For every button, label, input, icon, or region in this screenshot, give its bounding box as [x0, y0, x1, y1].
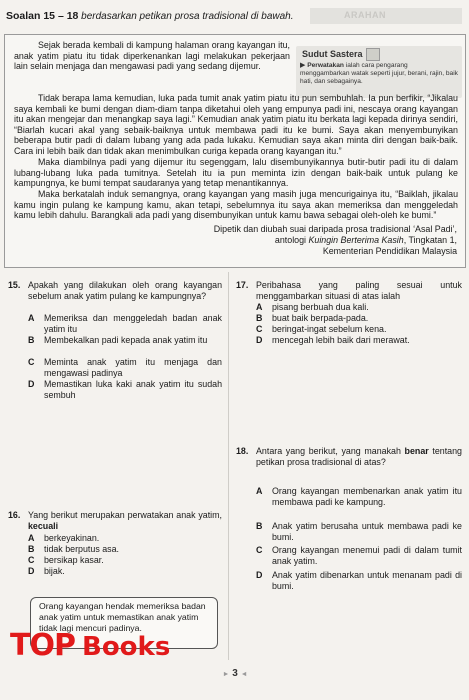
passage-source: Dipetik dan diubah suai daripada prosa tradisional ‘Asal Padi’, antologi Kuingin Berterima Kasih, Tingkatan 1, Kementerian Pendidikan Malaysia — [213, 224, 457, 256]
section-header — [6, 6, 306, 26]
header-instruction: berdasarkan petikan prosa tradisional di bawah. — [78, 11, 294, 22]
passage-paragraph-3: Maka diambilnya padi yang dijemur itu segenggam, lalu disembunyikannya butir-butir padi itu di dalam lubang-lubang luka pada tumitnya. Setelah itu ia pun meminta izin dengan baik-baik untuk pulang ke kampungnya, ke bumi tempat saudaranya yang tetap menantikannya. — [14, 157, 458, 189]
arrow-left-icon: ◄ — [240, 671, 248, 678]
header-tab — [310, 8, 462, 24]
answer-note-text: Orang kayangan hendak memeriksa badan anak yatim untuk memastikan anak yatim tidak lagi mencuri padinya. — [39, 601, 206, 633]
question-17: 17. Peribahasa yang paling sesuai untuk menggambarkan situasi di atas ialah A pisang berbuah dua kali. B buat baik berpada-pada. C beringat-ingat sebelum kena. D mencegah lebih baik dari merawat. — [236, 280, 462, 345]
sudut-sastera-box — [296, 46, 462, 98]
question-18: 18. Antara yang berikut, yang manakah benar tentang petikan prosa tradisional di atas? A Orang kayangan membenarkan anak yatim itu membawa padi ke kampung. B Anak yatim berusaha untuk membawa padi ke bumi. C Orang kayangan menemui padi di dalam tumit anak yatim. D Anak yatim dibenarkan untuk menanam padi di bumi. — [236, 446, 462, 591]
arrow-right-icon: ► — [222, 671, 230, 678]
passage-paragraph-1: Sejak berada kembali di kampung halaman orang kayangan itu, anak yatim piatu itu tidak diperkenankan lagi melakukan pekerjaan lain selain menjaga dan mengawasi padi yang sedang dijemur. — [14, 40, 290, 72]
question-16: 16. Yang berikut merupakan perwatakan anak yatim, kecuali A berkeyakinan. B tidak berputus asa. C bersikap kasar. D bijak. — [8, 510, 222, 576]
passage-paragraph-2: Tidak berapa lama kemudian, luka pada tumit anak yatim piatu itu pun sembuhlah. Ia pun berfikir, “Jikalau saya kembali ke bumi dengan diam-diam tanpa diketahui oleh yang empunya padi ini, nescaya orang kayangan itu akan mengejar dan menangkap saya lagi.” Kemudian anak yatim piatu itu berkata lagi kepada dirinya sendiri, “Biarlah kucari akal yang sebaik-baiknya untuk membawa padi itu ke bumi. Saya akan menyembunyikan beberapa butir padi di dalam lubang yang ada pada lukaku. Kemudian saya akan minta diri dengan baik-baik. Cara ini lebih baik dan tidak akan menimbulkan curiga kepada orang kayangan itu.” — [14, 93, 458, 156]
column-divider — [228, 272, 229, 660]
header-label: Soalan 15 – 18 — [6, 10, 79, 22]
page-number: ► 3 ◄ — [222, 668, 248, 679]
topbooks-logo: TOP Books — [10, 628, 171, 663]
book-icon — [366, 48, 380, 61]
passage-paragraph-4: Maka berkatalah induk semangnya, orang kayangan yang masih juga mencurigainya itu, “Baiklah, jikalau kamu ingin pulang ke kampung kamu, akan tetapi, sebelumnya itu saya akan memeriksa dan menggeledah kamu lebih dahulu. Barangkali ada padi yang disembunyikan untuk kamu bawa sebagai oleh-oleh ke bumi.” — [14, 189, 458, 221]
question-15: 15. Apakah yang dilakukan oleh orang kayangan sebelum anak yatim pulang ke kampungnya? A Memeriksa dan menggeledah badan anak yatim itu B Membekalkan padi kepada anak yatim itu C Meminta anak yatim itu menjaga dan mengawasi padinya D Memastikan luka kaki anak yatim itu sudah sembuh — [8, 280, 222, 400]
triangle-bullet-icon: ▶ — [300, 62, 306, 69]
header-tab-text: ARAHAN — [344, 10, 386, 20]
sudut-sastera-title: Sudut Sastera — [302, 49, 363, 59]
sudut-sastera-text: ▶ Perwatakan ialah cara pengarang menggambarkan watak seperti jujur, berani, rajin, baik hati, dan sebagainya. — [300, 62, 458, 85]
